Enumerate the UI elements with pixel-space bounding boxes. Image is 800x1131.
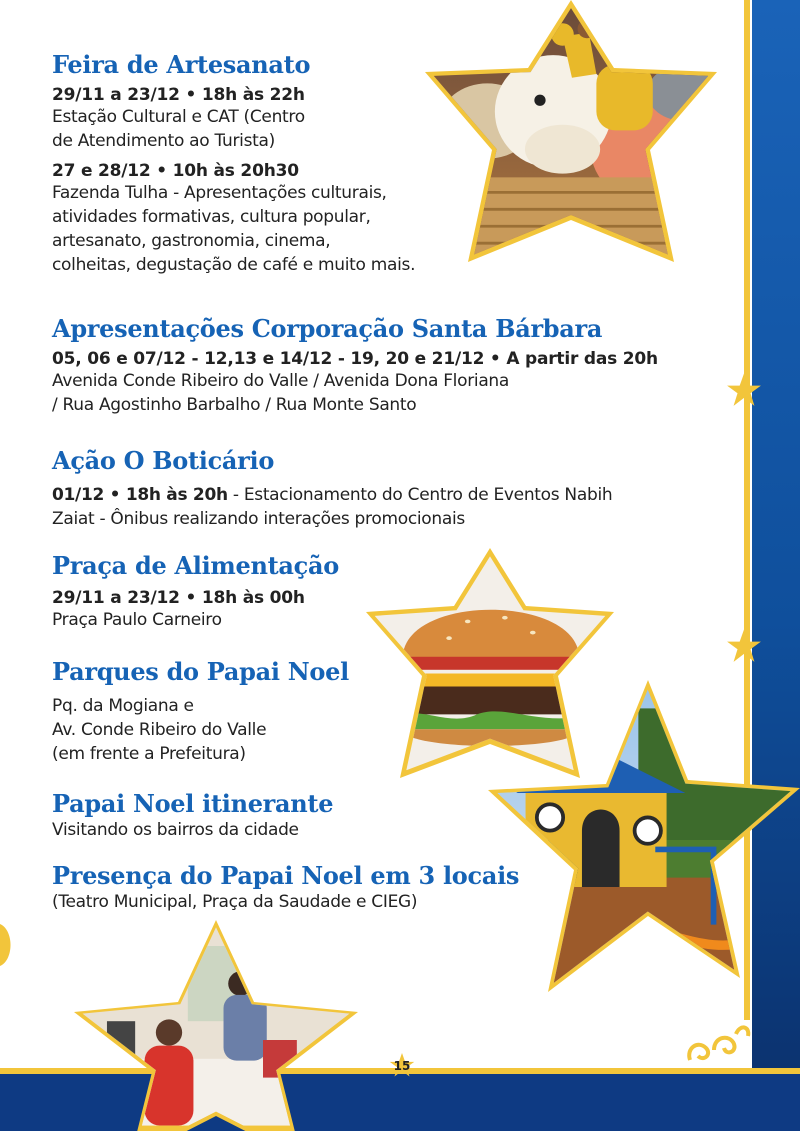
gold-star-icon <box>726 372 762 408</box>
event-location: Zaiat - Ônibus realizando interações promocionais <box>52 509 465 529</box>
left-ornament-icon <box>0 920 16 970</box>
section-parques-do-papai-noel <box>52 657 349 766</box>
playhouse-photo <box>488 680 800 1028</box>
section-title: Presença do Papai Noel em 3 locais <box>52 861 520 890</box>
event-location: Pq. da Mogiana e <box>52 696 194 716</box>
event-details-line <box>52 483 612 507</box>
event-location: Avenida Conde Ribeiro do Valle / Avenida Dona Floriana <box>52 371 510 391</box>
section-boticario <box>52 446 612 531</box>
event-location: colheitas, degustação de café e muito mais. <box>52 255 416 275</box>
section-santa-barbara <box>52 314 658 417</box>
event-location: Fazenda Tulha - Apresentações culturais, <box>52 183 387 203</box>
section-presenca-papai-noel <box>52 861 519 914</box>
event-location: - Estacionamento do Centro de Eventos Nabih <box>227 485 613 505</box>
event-location: (Teatro Municipal, Praça da Saudade e CIEG) <box>52 892 418 912</box>
event-location: de Atendimento ao Turista) <box>52 131 275 151</box>
page-number: 15 <box>393 1059 411 1073</box>
event-location: Estação Cultural e CAT (Centro <box>52 107 305 127</box>
gold-star-icon <box>726 628 762 664</box>
section-title: Apresentações Corporação Santa Bárbara <box>52 314 603 343</box>
event-date: 05, 06 e 07/12 - 12,13 e 14/12 - 19, 20 e 21/12 • A partir das 20h <box>52 349 658 369</box>
section-title: Ação O Boticário <box>52 446 275 475</box>
event-location: / Rua Agostinho Barbalho / Rua Monte Santo <box>52 395 417 415</box>
event-location: Praça Paulo Carneiro <box>52 610 222 630</box>
event-location: artesanato, gastronomia, cinema, <box>52 231 331 251</box>
page-number-badge <box>389 1052 415 1078</box>
event-location: atividades formativas, cultura popular, <box>52 207 371 227</box>
volunteers-photo <box>66 920 366 1131</box>
section-title: Feira de Artesanato <box>52 50 311 79</box>
event-date: 29/11 a 23/12 • 18h às 00h <box>52 588 305 608</box>
event-location: Visitando os bairros da cidade <box>52 820 299 840</box>
section-title: Papai Noel itinerante <box>52 789 334 818</box>
section-title: Praça de Alimentação <box>52 551 339 580</box>
event-date: 01/12 • 18h às 20h <box>52 485 228 505</box>
section-title: Parques do Papai Noel <box>52 657 349 686</box>
event-location: Av. Conde Ribeiro do Valle <box>52 720 267 740</box>
section-feira-de-artesanato <box>52 50 415 277</box>
event-location: (em frente a Prefeitura) <box>52 744 246 764</box>
event-date: 27 e 28/12 • 10h às 20h30 <box>52 161 299 181</box>
crochet-giraffe-photo <box>412 0 730 272</box>
section-papai-noel-itinerante <box>52 789 333 842</box>
section-praca-de-alimentacao <box>52 551 339 632</box>
event-date: 29/11 a 23/12 • 18h às 22h <box>52 85 305 105</box>
